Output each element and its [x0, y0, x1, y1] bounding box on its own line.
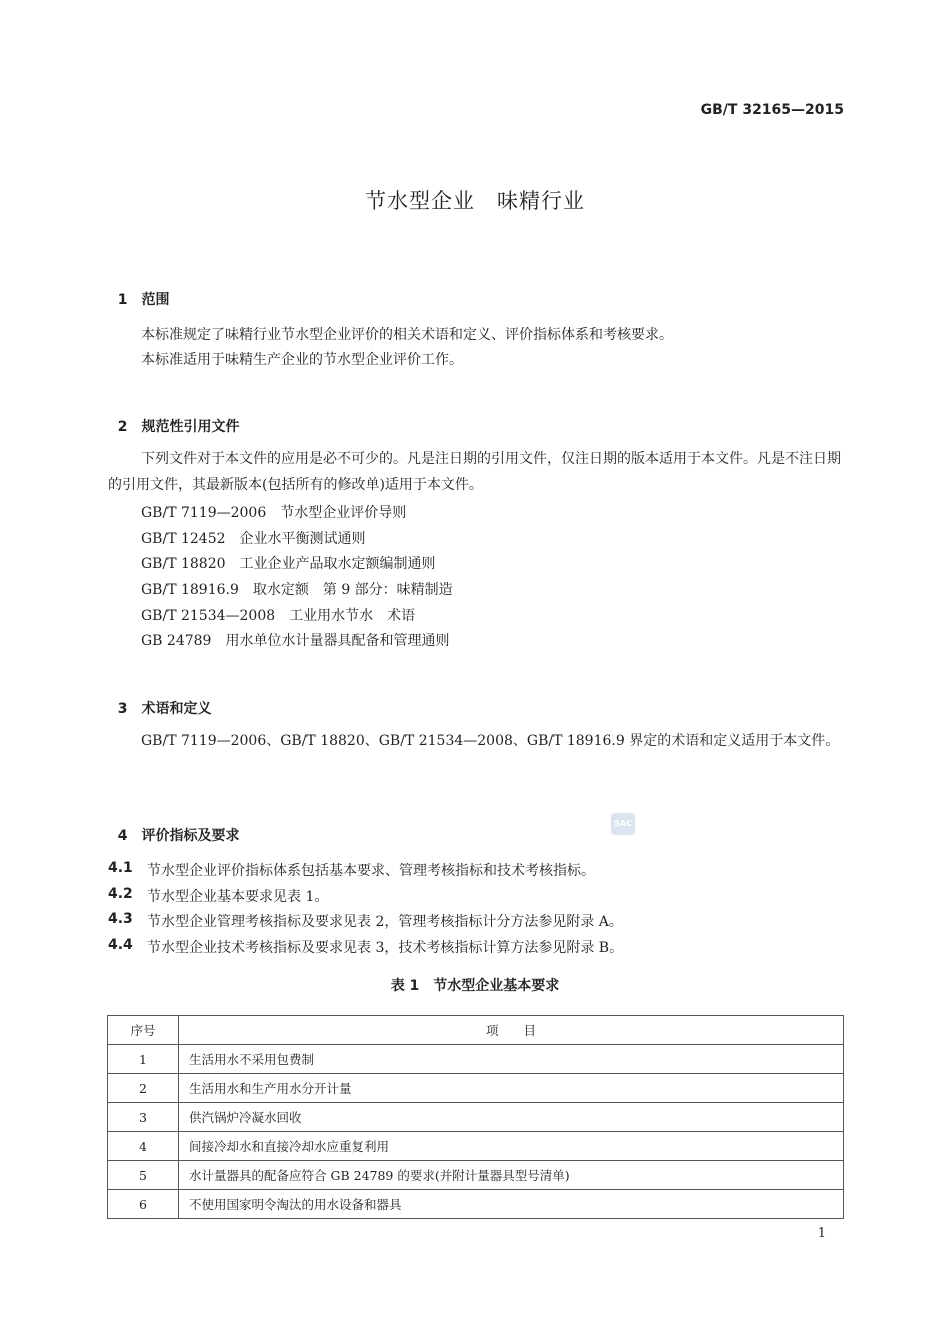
clause-text: 节水型企业技术考核指标及要求见表 3，技术考核指标计算方法参见附录 B。	[147, 940, 624, 956]
sac-watermark-logo: SAC	[611, 813, 635, 835]
section-number: 2	[117, 419, 128, 435]
item-cell: 生活用水不采用包费制	[179, 1045, 844, 1074]
section-3-heading	[108, 682, 212, 718]
references-intro: 下列文件对于本文件的应用是必不可少的。凡是注日期的引用文件，仅注日期的版本适用于本文件。凡是不注日期的引用文件，其最新版本(包括所有的修改单)适用于本文件。	[108, 451, 841, 493]
table-row	[108, 1103, 844, 1132]
table-row	[108, 1132, 844, 1161]
reference-item: GB/T 21534—2008 工业用水节水 术语	[141, 608, 416, 624]
column-header-item: 项 目	[179, 1016, 844, 1045]
section-2-heading	[108, 400, 240, 436]
clause-text: 节水型企业基本要求见表 1。	[147, 889, 329, 905]
paragraph: 本标准适用于味精生产企业的节水型企业评价工作。	[141, 352, 463, 368]
item-cell: 间接冷却水和直接冷却水应重复利用	[179, 1132, 844, 1161]
item-cell: 供汽锅炉冷凝水回收	[179, 1103, 844, 1132]
item-cell: 不使用国家明令淘汰的用水设备和器具	[179, 1190, 844, 1219]
table-caption: 表 1 节水型企业基本要求	[390, 978, 560, 994]
seq-cell: 4	[108, 1132, 179, 1161]
seq-cell: 6	[108, 1190, 179, 1219]
table-row	[108, 1190, 844, 1219]
table-row	[108, 1045, 844, 1074]
clause-text: 节水型企业管理考核指标及要求见表 2，管理考核指标计分方法参见附录 A。	[147, 914, 623, 930]
clause-number: 4.3	[108, 911, 133, 927]
section-4-heading	[108, 809, 240, 845]
clause-number: 4.2	[108, 886, 133, 902]
basic-requirements-table	[107, 1015, 844, 1219]
page-number: 1	[817, 1226, 826, 1241]
reference-item: GB 24789 用水单位水计量器具配备和管理通则	[141, 633, 450, 649]
document-title: 节水型企业 味精行业	[365, 189, 585, 213]
clause-text: 节水型企业评价指标体系包括基本要求、管理考核指标和技术考核指标。	[147, 863, 595, 879]
section-number: 1	[117, 292, 128, 308]
reference-item: GB/T 18820 工业企业产品取水定额编制通则	[141, 556, 436, 572]
standard-code: GB/T 32165—2015	[700, 102, 844, 118]
table-row	[108, 1161, 844, 1190]
table-header-row	[108, 1016, 844, 1045]
column-header-seq: 序号	[108, 1016, 179, 1045]
section-title: 评价指标及要求	[141, 828, 240, 844]
section-number: 4	[117, 828, 128, 844]
section-number: 3	[117, 701, 128, 717]
reference-item: GB/T 18916.9 取水定额 第 9 部分：味精制造	[141, 582, 453, 598]
seq-cell: 5	[108, 1161, 179, 1190]
reference-item: GB/T 12452 企业水平衡测试通则	[141, 531, 366, 547]
clause-number: 4.1	[108, 860, 133, 876]
section-title: 规范性引用文件	[141, 419, 240, 435]
section-title: 范围	[141, 292, 170, 308]
paragraph: 本标准规定了味精行业节水型企业评价的相关术语和定义、评价指标体系和考核要求。	[141, 327, 673, 343]
section-title: 术语和定义	[141, 701, 212, 717]
reference-item: GB/T 7119—2006 节水型企业评价导则	[141, 505, 407, 521]
table-row	[108, 1074, 844, 1103]
item-cell: 生活用水和生产用水分开计量	[179, 1074, 844, 1103]
section-1-heading	[108, 273, 170, 309]
seq-cell: 3	[108, 1103, 179, 1132]
terms-paragraph: GB/T 7119—2006、GB/T 18820、GB/T 21534—2008、GB/T 18916.9 界定的术语和定义适用于本文件。	[141, 733, 840, 749]
item-cell: 水计量器具的配备应符合 GB 24789 的要求(并附计量器具型号清单)	[179, 1161, 844, 1190]
clause-number: 4.4	[108, 937, 133, 953]
seq-cell: 2	[108, 1074, 179, 1103]
seq-cell: 1	[108, 1045, 179, 1074]
